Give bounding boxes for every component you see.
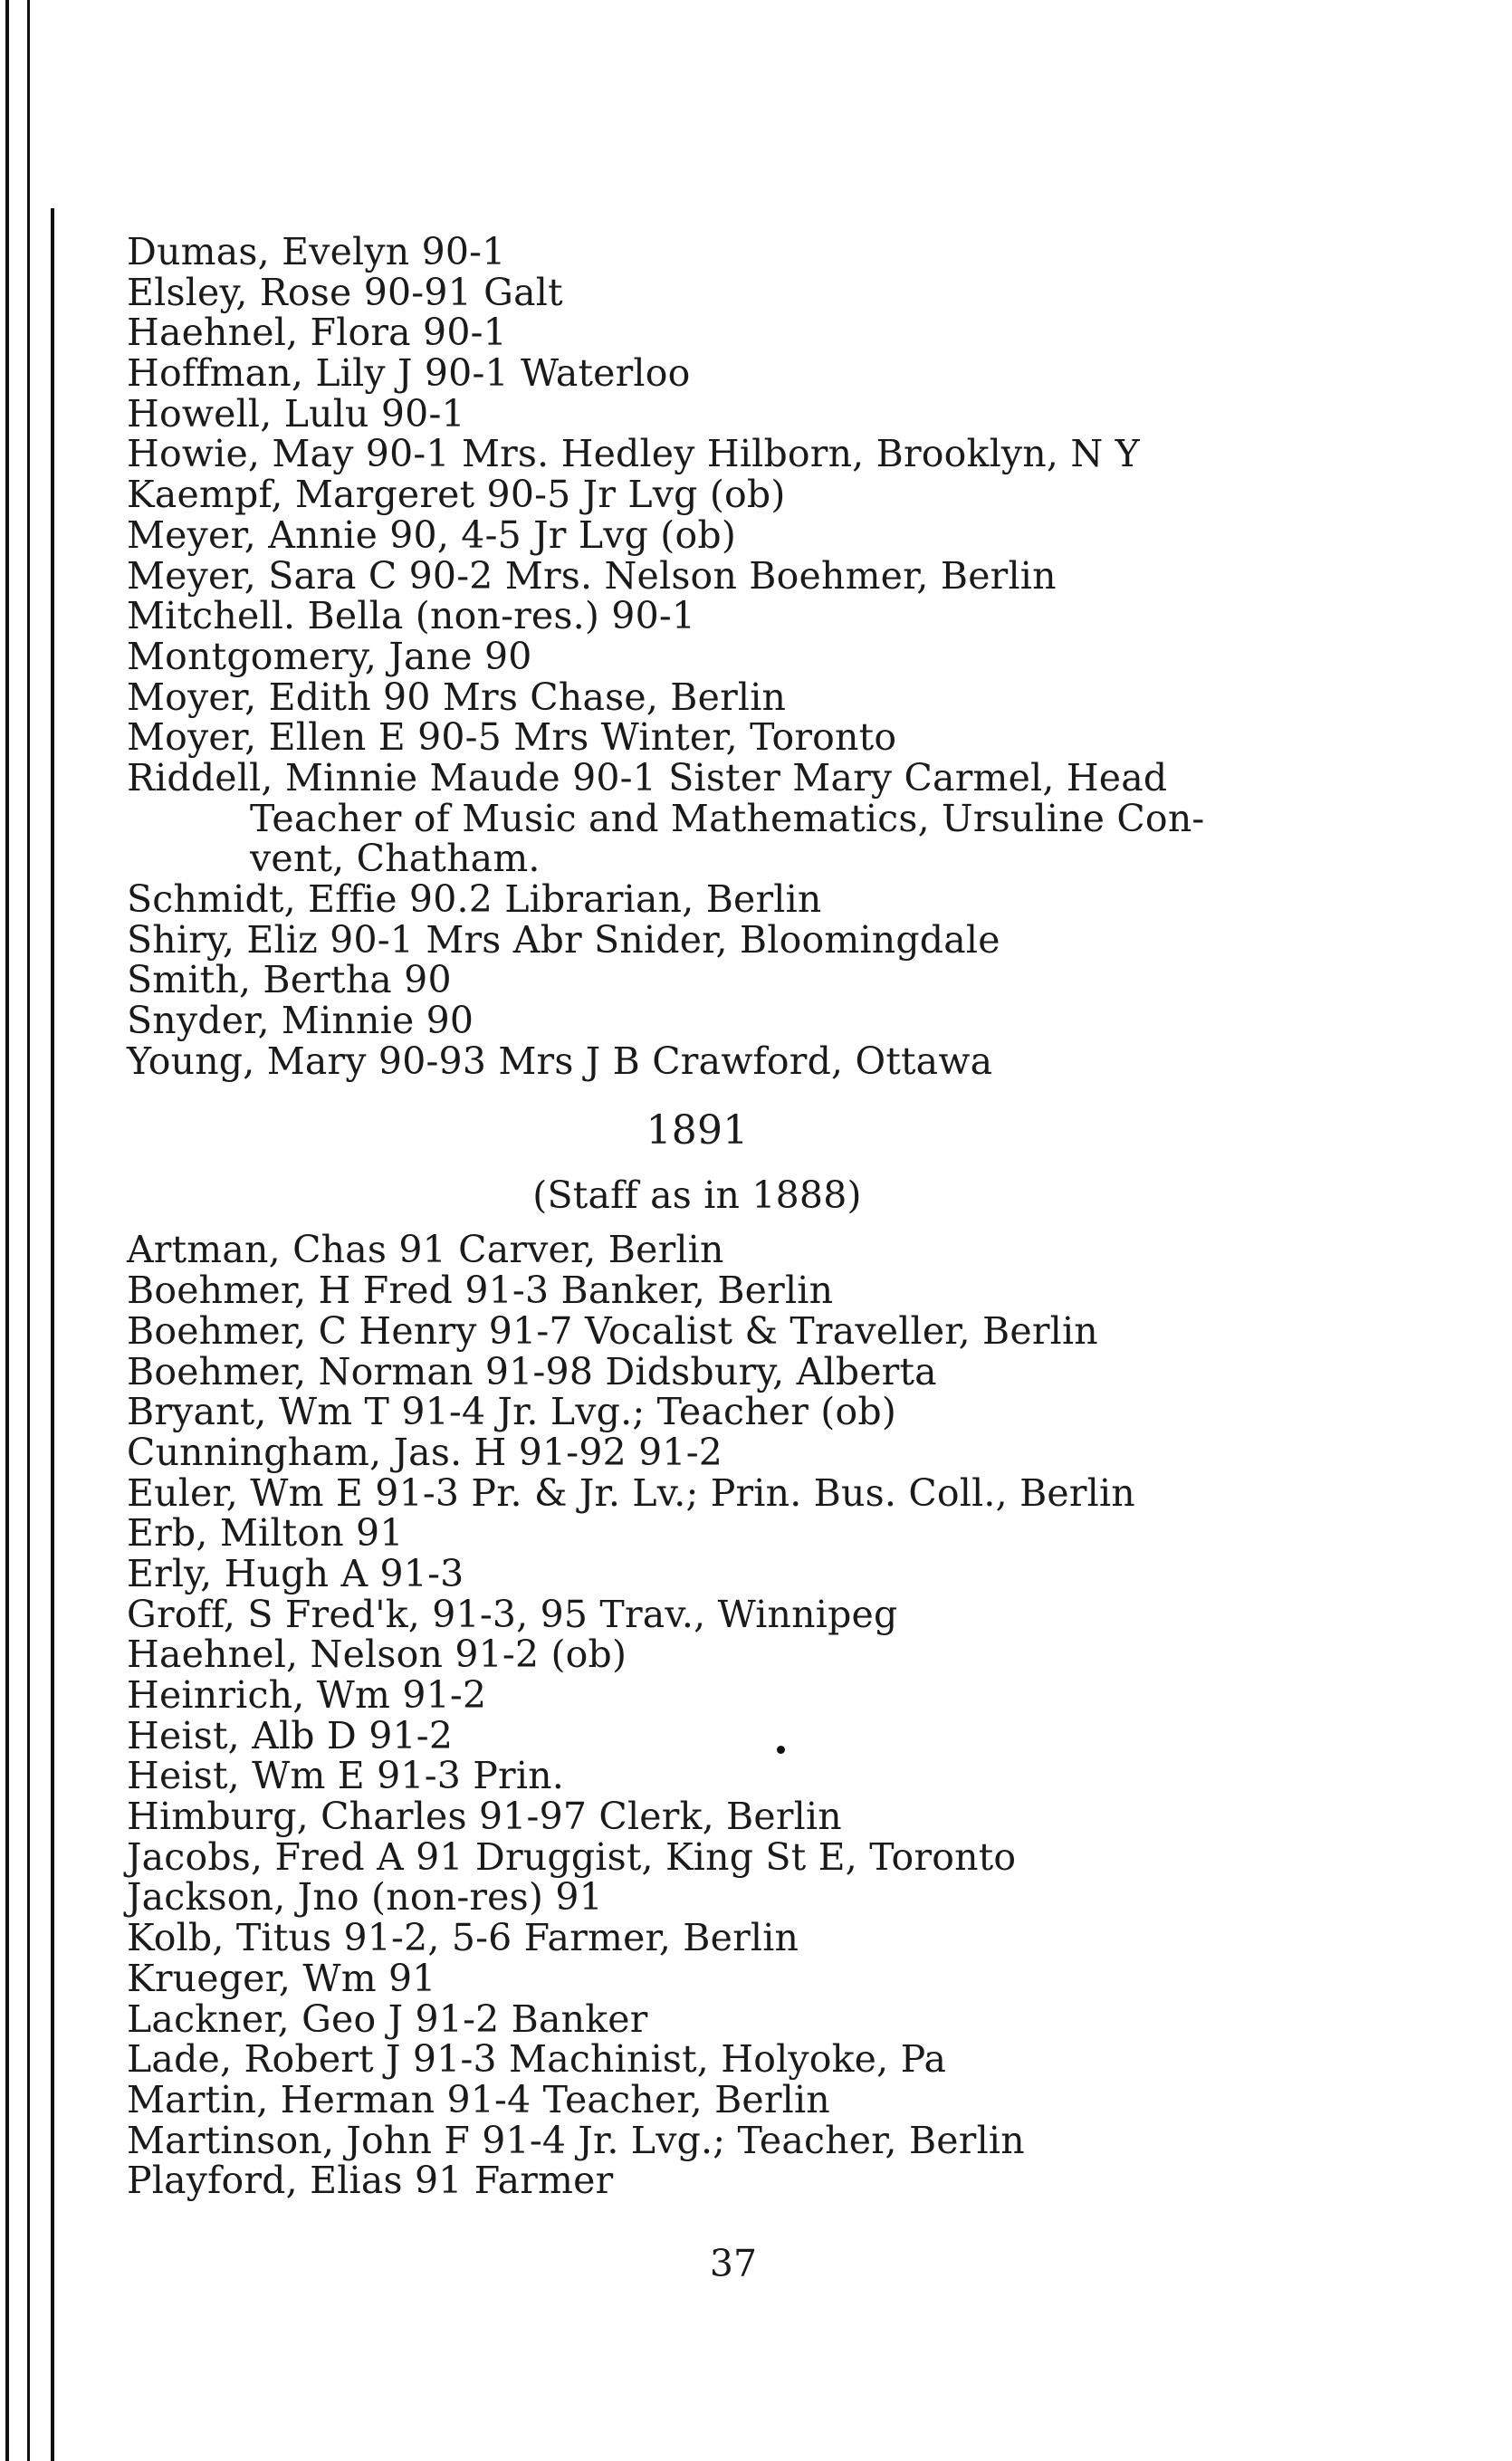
list-item: Kolb, Titus 91-2, 5-6 Farmer, Berlin (127, 1916, 799, 1960)
list-item: Mitchell. Bella (non-res.) 90-1 (127, 594, 696, 638)
list-item: Erb, Milton 91 (127, 1511, 404, 1556)
list-item: Montgomery, Jane 90 (127, 634, 532, 678)
binding-rule (5, 0, 9, 2461)
list-item: Howell, Lulu 90-1 (127, 391, 465, 436)
list-item: Jacobs, Fred A 91 Druggist, King St E, Toronto (127, 1834, 1017, 1879)
list-item: Meyer, Sara C 90-2 Mrs. Nelson Boehmer, Berlin (127, 553, 1057, 598)
list-item: Snyder, Minnie 90 (127, 999, 474, 1043)
print-speck (777, 1746, 785, 1754)
section-year-heading: 1891 (646, 1107, 749, 1154)
list-item: Dumas, Evelyn 90-1 (127, 230, 506, 273)
list-item: Shiry, Eliz 90-1 Mrs Abr Snider, Bloomingdale (127, 917, 1000, 962)
list-item: Cunningham, Jas. H 91-92 91-2 (127, 1430, 723, 1474)
list-item: Heinrich, Wm 91-2 (127, 1673, 487, 1717)
list-item: Playford, Elias 91 Farmer (127, 2159, 614, 2203)
list-item: Smith, Bertha 90 (127, 958, 452, 1002)
list-item: Himburg, Charles 91-97 Clerk, Berlin (127, 1795, 842, 1839)
list-item-continuation: Teacher of Music and Mathematics, Ursuline Con- (250, 796, 1205, 840)
list-item: Jackson, Jno (non-res) 91 (127, 1875, 603, 1920)
list-item: Boehmer, C Henry 91-7 Vocalist & Traveller, Berlin (127, 1308, 1098, 1353)
list-item: Moyer, Edith 90 Mrs Chase, Berlin (127, 675, 787, 719)
list-item: Krueger, Wm 91 (127, 1956, 436, 2000)
binding-rule (27, 0, 30, 2461)
list-item: Hoffman, Lily J 90-1 Waterloo (127, 351, 691, 396)
list-item: Haehnel, Flora 90-1 (127, 311, 507, 355)
list-item: Lade, Robert J 91-3 Machinist, Holyoke, Pa (127, 2037, 947, 2082)
list-item: Young, Mary 90-93 Mrs J B Crawford, Ottawa (127, 1039, 993, 1083)
binding-rule (51, 208, 54, 2461)
list-item: Euler, Wm E 91-3 Pr. & Jr. Lv.; Prin. Bus. Coll., Berlin (127, 1470, 1135, 1515)
staff-note: (Staff as in 1888) (532, 1173, 862, 1218)
list-item: Boehmer, Norman 91-98 Didsbury, Alberta (127, 1349, 937, 1393)
list-item: Howie, May 90-1 Mrs. Hedley Hilborn, Brooklyn, N Y (127, 432, 1140, 476)
page-binding-edge (0, 0, 63, 2461)
list-item: Erly, Hugh A 91-3 (127, 1551, 464, 1595)
list-item: Boehmer, H Fred 91-3 Banker, Berlin (127, 1269, 834, 1313)
list-item: Groff, S Fred'k, 91-3, 95 Trav., Winnipeg (127, 1592, 898, 1636)
list-item: Moyer, Ellen E 90-5 Mrs Winter, Toronto (127, 715, 897, 760)
list-item: Lackner, Geo J 91-2 Banker (127, 1997, 648, 2041)
list-item: Martin, Herman 91-4 Teacher, Berlin (127, 2077, 830, 2121)
page-number: 37 (709, 2242, 758, 2285)
list-item: Elsley, Rose 90-91 Galt (127, 270, 563, 314)
list-item: Heist, Wm E 91-3 Prin. (127, 1754, 565, 1798)
list-item: Martinson, John F 91-4 Jr. Lvg.; Teacher, Berlin (127, 2118, 1025, 2162)
list-item: Kaempf, Margeret 90-5 Jr Lvg (ob) (127, 473, 786, 517)
list-item: Heist, Alb D 91-2 (127, 1713, 454, 1757)
list-item: Riddell, Minnie Maude 90-1 Sister Mary Carmel, Head (127, 755, 1168, 800)
list-item: Bryant, Wm T 91-4 Jr. Lvg.; Teacher (ob) (127, 1390, 897, 1434)
list-item: Schmidt, Effie 90.2 Librarian, Berlin (127, 877, 822, 921)
page-text (127, 232, 1394, 2201)
list-item-continuation: vent, Chatham. (250, 837, 541, 881)
list-item: Haehnel, Nelson 91-2 (ob) (127, 1633, 627, 1677)
list-item: Meyer, Annie 90, 4-5 Jr Lvg (ob) (127, 512, 737, 557)
list-item: Artman, Chas 91 Carver, Berlin (127, 1228, 724, 1272)
